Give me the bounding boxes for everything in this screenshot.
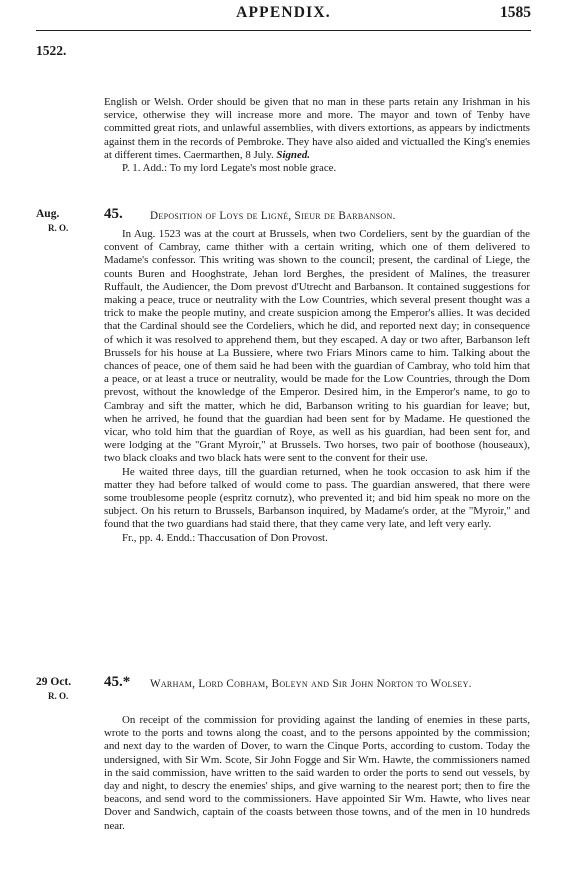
signed-mark: Signed.: [276, 148, 310, 161]
doc45-title: Deposition of Loys de Ligné, Sieur de Barbanson.: [150, 210, 396, 222]
doc45s-record-office: R. O.: [48, 691, 69, 701]
doc45-margin: [36, 207, 88, 235]
doc45-paragraph-2: He waited three days, till the guardian returned, when he took occasion to ask him if the matter they had before talked of would come to pass. The guardian answered, that there were some troublesome people (espritz cornutz), who prevented it; and bid him speak no more on the subject. On his return to Brussels, Barbanson inquired, by Madame's order, at the "Myroir," and found that the two guardians had staid there, that they came very late, and left very early.: [104, 465, 530, 531]
doc45s-body: [104, 714, 530, 833]
doc45s-date: 29 Oct.: [36, 676, 72, 688]
continued-text: [104, 96, 530, 175]
doc45-endorsement: Fr., pp. 4. Endd.: Thaccusation of Don Provost.: [122, 531, 328, 544]
doc45-number: 45.: [104, 206, 123, 222]
continued-body: English or Welsh. Order should be given that no man in these parts retain any Irishman in his service, otherwise they will increase more and more. The mayor and town of Tenby have committed great riots, and unlawful assemblies, with divers extortions, as appears by indictments against them in the records of Pembroke. They have also aided and victualled the King's enemies at different times. Caermarthen, 8 July.: [104, 96, 530, 161]
continued-endorsement: P. 1. Add.: To my lord Legate's most noble grace.: [122, 162, 337, 175]
doc45-date: Aug.: [36, 208, 60, 220]
doc45s-margin: [36, 675, 88, 703]
doc45-paragraph-1: In Aug. 1523 was at the court at Brussels, when two Cordeliers, sent by the guardian of the convent of Cambray, came thither with a certain writing, which one of them delivered to Madame's confessor. This writing was shown to the council; present, the cardinal of Liege, the counts Buren and Hooghstrate, Jehan lord Berghes, the president of Malines, the treasurer Ruffault, the Audiencer, the Dom prevost d'Utrecht and Barbanson. It contained suggestions for making a peace, truce or neutrality with the Low Countries, which several present thought was a trick to make the people mutiny, and create suspicion among the Emperor's allies. It was decided that the Cardinal should see the Cordeliers, which he did, and reported next day; in consequence of which it was resolved to apprehend them, but they escaped. A day or two after, Barbanson left Brussels for his house at La Bussiere, where two Friars Minors came to him. Talking about the chances of peace, one of them said he had been with the guardian of Cambray, who told him that a peace, or at least a truce or neutrality, would be made for the Low Countries, through the Dom prevost, without the knowledge of the Emperor. Desired him, in the Emperor's name, to go to Cambray and sift the matter, which he did, Barbanson writing to his guardian for leave; but, when he arrived, he found that the guardian had been sent for by Madame. He questioned the vicar, who told him that the guardian of Roye, as well as his guardian, had been sent for, and were lodging at the "Grant Myroir," at Brussels. Two horses, two pair of boothose (houseaux), two black cloaks and two black hats were sent to the convent for their use.: [104, 228, 530, 465]
doc45-record-office: R. O.: [48, 223, 69, 233]
doc45-body: [104, 228, 530, 545]
year-label: 1522.: [36, 43, 67, 58]
doc45s-title: Warham, Lord Cobham, Boleyn and Sir John Norton to Wolsey.: [150, 678, 472, 690]
page-number: 1585: [500, 4, 531, 21]
doc45s-number: 45.*: [104, 674, 131, 690]
doc45s-paragraph-1: On receipt of the commission for providing against the landing of enemies in these parts, wrote to the ports and towns along the coast, and to the persons appointed by the commission; and next day to the warden of Dover, to warn the Cinque Ports, according to custom. Today the undersigned, with Sir Wm. Scote, Sir John Fogge and Sir Wm. Hawte, the commissioners named in the said commission, have written to the said warden to order the ports to send out vessels, by day and night, to descry the enemies' ships, and give warning to the nearest port; then to fire the beacons, and send word to the commissioners. Have appointed Sir Wm. Hawte, who lives near Dover and Sandwich, captain of the coasts between those towns, and of the men in 10 hundreds near.: [104, 714, 530, 832]
page-header-title: APPENDIX.: [236, 4, 331, 21]
header-rule: [36, 30, 531, 31]
